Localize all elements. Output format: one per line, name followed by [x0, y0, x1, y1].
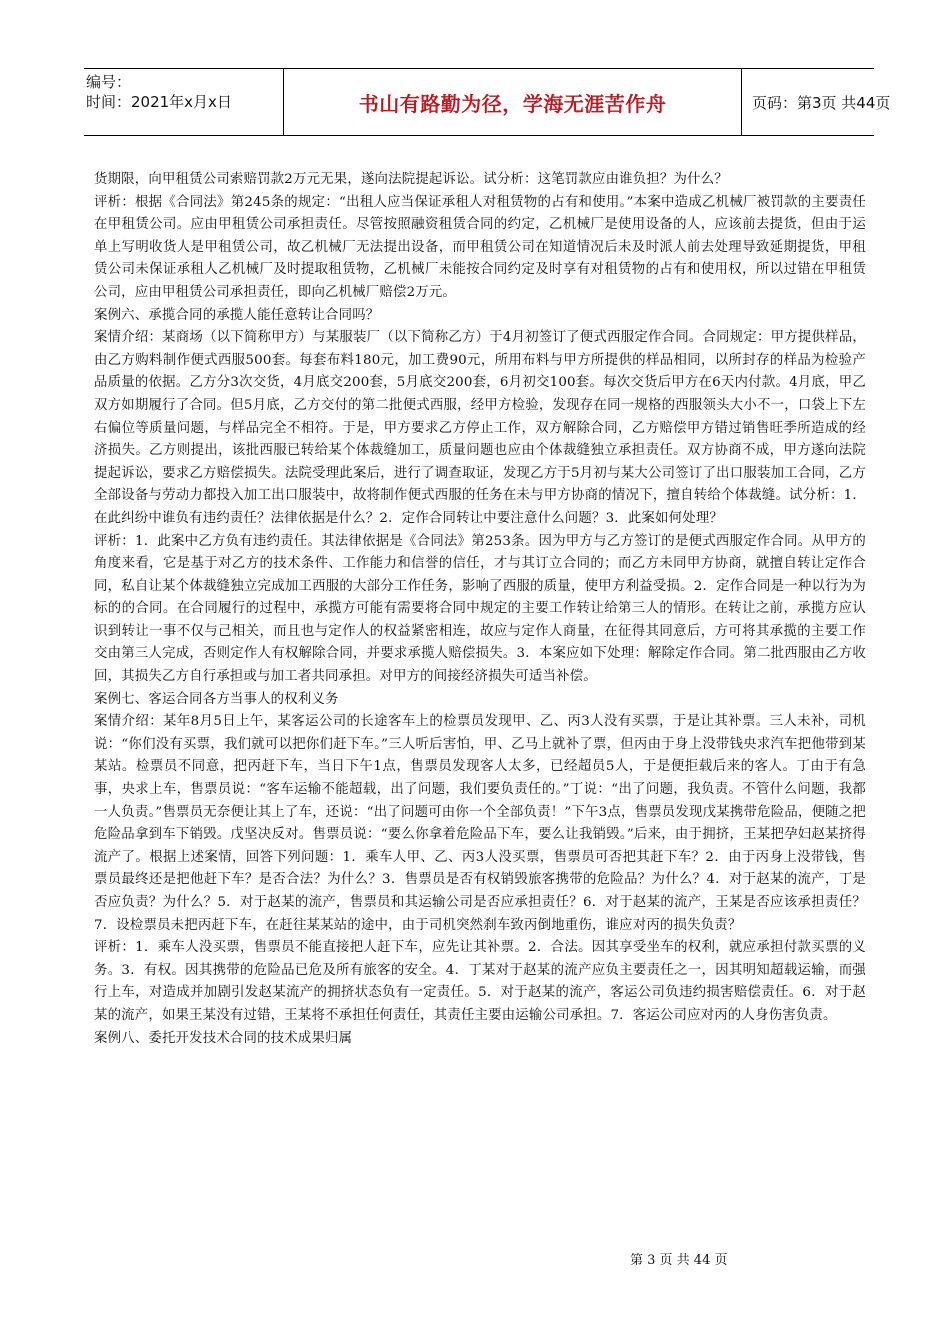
paragraph: 评析：1．此案中乙方负有违约责任。其法律依据是《合同法》第253条。因为甲方与乙方签订的是便式西服定作合同。从甲方的角度来看，它是基于对乙方的技术条件、工作能力和信誉的信任，才与其订立合同的；而乙方未同甲方协商，就擅自转让定作合同，私自让某个体裁缝独立完成加工西服的大部分工作任务，影响了西服的质量，使甲方利益受损。2．定作合同是一种以行为为标的的合同。在合同履行的过程中，承揽方可能有需要将合同中规定的主要工作转让给第三人的情形。在转让之前，承揽方应认识到转让一事不仅与己相关，而且也与定作人的权益紧密相连，故应与定作人商量，在征得其同意后，方可将其承揽的主要工作交由第三人完成，否则定作人有权解除合同，并要求承揽人赔偿损失。3．本案应如下处理：解除定作合同。第二批西服由乙方收回，其损失乙方自行承担或与加工者共同承担。对甲方的间接经济损失可适当补偿。 [94, 533, 866, 685]
page-header [84, 68, 891, 136]
document-number: 编号： [86, 73, 132, 91]
paragraph: 案情介绍：某商场（以下简称甲方）与某服装厂（以下简称乙方）于4月初签订了便式西服定作合同。合同规定：甲方提供样品，由乙方购料制作便式西服500套。每套布料180元，加工费90元，所用布料与甲方所提供的样品相同，以所封存的样品为检验产品质量的依据。乙方分3次交货，4月底交200套，5月底交200套，6月初交100套。每次交货后甲方在6天内付款。4月底，甲乙双方如期履行了合同。但5月底，乙方交付的第二批便式西服，经甲方检验，发现存在同一规格的西服领头大小不一，口袋上下左右偏位等质量问题，与样品完全不相符。于是，甲方要求乙方停止工作，双方解除合同，乙方赔偿甲方错过销售旺季所造成的经济损失。乙方则提出，该批西服已转给某个体裁缝加工，质量问题也应由个体裁缝独立承担责任。双方协商不成，甲方遂向法院提起诉讼，要求乙方赔偿损失。法院受理此案后，进行了调查取证，发现乙方于5月初与某大公司签订了出口服装加工合同，乙方全部设备与劳动力都投入加工出口服装中，故将制作便式西服的任务在未与甲方协商的情况下，擅自转给个体裁缝。试分析：1．在此纠纷中谁负有违约责任？法律依据是什么？2．定作合同转让中要注意什么问题？3．此案如何处理？ [94, 330, 866, 526]
document-time: 时间：2021年x月x日 [86, 93, 232, 111]
header-motto: 书山有路勤为径，学海无涯苦作舟 [283, 69, 742, 135]
paragraph: 货期限，向甲租赁公司索赔罚款2万元无果，遂向法院提起诉讼。试分析：这笔罚款应由谁负担？为什么？ [94, 172, 728, 187]
paragraph: 案情介绍：某年8月5日上午，某客运公司的长途客车上的检票员发现甲、乙、丙3人没有买票，于是让其补票。三人未补，司机说：“你们没有买票，我们就可以把你们赶下车。”三人听后害怕，甲、乙马上就补了票，但丙由于身上没带钱央求汽车把他带到某某站。检票员不同意，把丙赶下车，当日下午1点，售票员发现客人太多，已经超员5人，于是便拒载后来的客人。丁由于有急事，央求上车，售票员说：“客车运输不能超载，出了问题，我们要负责任的。”丁说：“出了问题，我负责。不管什么问题，我都一人负责。”售票员无奈便让其上了车，还说：“出了问题可由你一个全部负责！”下午3点，售票员发现戊某携带危险品，便随之把危险品拿到车下销毁。戊坚决反对。售票员说：“要么你拿着危险品下车，要么让我销毁。”后来，由于拥挤，王某把孕妇赵某挤得流产了。根据上述案情，回答下列问题：1．乘车人甲、乙、丙3人没买票，售票员可否把其赶下车？2．由于丙身上没带钱，售票员最终还是把他赶下车？是否合法？为什么？3．售票员是否有权销毁旅客携带的危险品？为什么？4．对于赵某的流产，丁是否应负责？为什么？5．对于赵某的流产，售票员和其运输公司是否应承担责任？6．对于赵某的流产，王某是否应该承担责任？7．设检票员未把丙赶下车，在赶往某某站的途中，由于司机突然刹车致丙倒地重伤，谁应对丙的损失负责？ [94, 714, 866, 933]
paragraph: 评析：根据《合同法》第245条的规定：“出租人应当保证承租人对租赁物的占有和使用。”本案中造成乙机械厂被罚款的主要责任在甲租赁公司。应由甲租赁公司承担责任。尽管按照融资租赁合同的约定，乙机械厂是使用设备的人，应该前去提货，但由于运单上写明收货人是甲租赁公司，故乙机械厂无法提出设备，而甲租赁公司在知道情况后未及时派人前去处理导致延期提货，甲租赁公司未保证承租人乙机械厂及时提取租赁物，乙机械厂未能按合同约定及时享有对租赁物的占有和使用权，所以过错在甲租赁公司，应由甲租赁公司承担责任，即向乙机械厂赔偿2万元。 [94, 194, 866, 300]
paragraph: 评析：1．乘车人没买票，售票员不能直接把人赶下车，应先让其补票。2．合法。因其享受坐车的权利，就应承担付款买票的义务。3．有权。因其携带的危险品已危及所有旅客的安全。4．丁某对于赵某的流产应负主要责任之一，因其明知超载运输，而强行上车，对造成并加剧引发赵某流产的拥挤状态负有一定责任。5．对于赵某的流产，客运公司负违约损害赔偿责任。6．对于赵某的流产，如果王某没有过错，王某将不承担任何责任，其责任主要由运输公司承担。7．客运公司应对丙的人身伤害负责。 [94, 940, 866, 1023]
case-heading: 案例八、委托开发技术合同的技术成果归属 [94, 1030, 353, 1046]
header-page-info: 页码：第3页 共44页 [752, 93, 891, 112]
document-body [94, 169, 866, 1050]
header-meta [86, 72, 282, 112]
case-heading: 案例六、承揽合同的承揽人能任意转让合同吗？ [94, 307, 380, 323]
page-footer: 第 3 页 共 44 页 [630, 1253, 728, 1268]
case-heading: 案例七、客运合同各方当事人的权利义务 [94, 691, 339, 707]
